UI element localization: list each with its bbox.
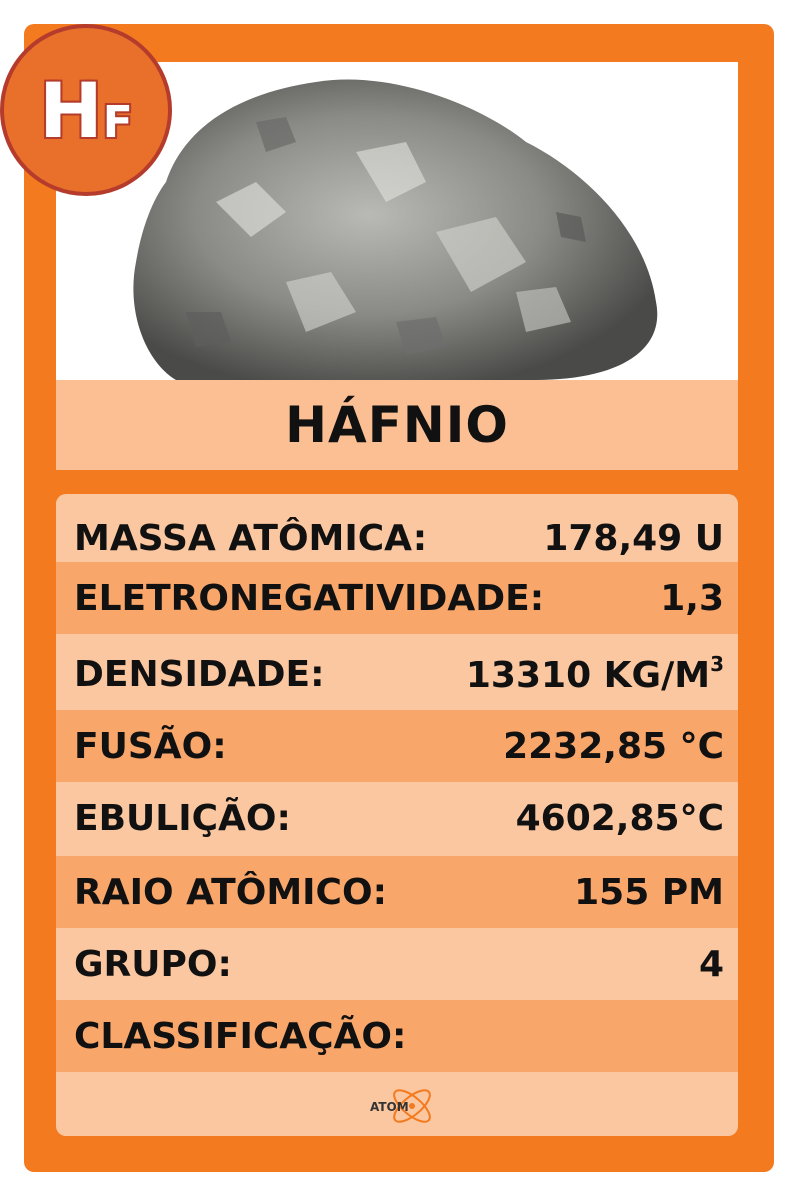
property-row-classificacao [56,1000,738,1072]
properties-panel [56,494,738,1136]
atom-logo [366,1078,438,1134]
symbol-second-letter: F [102,96,133,148]
property-row-grupo [56,928,738,1000]
property-value: 2232,85 °C [503,725,724,767]
property-label: ELETRONEGATIVIDADE: [74,577,545,619]
property-label: FUSÃO: [74,725,227,767]
unit-superscript: 3 [710,652,724,676]
property-label: GRUPO: [74,943,232,985]
property-row-ebulicao [56,782,738,854]
property-value: 13310 $KG/M^3$ [465,652,724,696]
property-label: CLASSIFICAÇÃO: [74,1015,407,1057]
property-value: 4602,85°C [515,797,724,839]
property-label: RAIO ATÔMICO: [74,871,387,913]
element-name-bar [56,380,738,470]
property-row-fusao [56,710,738,782]
property-label: EBULIÇÃO: [74,797,291,839]
property-row-eletronegatividade [56,562,738,634]
element-symbol-badge [0,24,172,196]
property-value: 4 [698,943,724,985]
atom-logo-text: ATOM [370,1100,409,1114]
property-value: 155 PM [574,871,724,913]
property-label: MASSA ATÔMICA: [74,517,428,559]
property-label: DENSIDADE: [74,653,325,695]
element-name: HÁFNIO [285,396,509,454]
symbol-first-letter: H [39,65,103,155]
property-row-raio [56,856,738,928]
property-row-densidade [56,638,738,710]
property-value: 178,49 U [543,517,724,559]
property-value: 1,3 [660,577,724,619]
